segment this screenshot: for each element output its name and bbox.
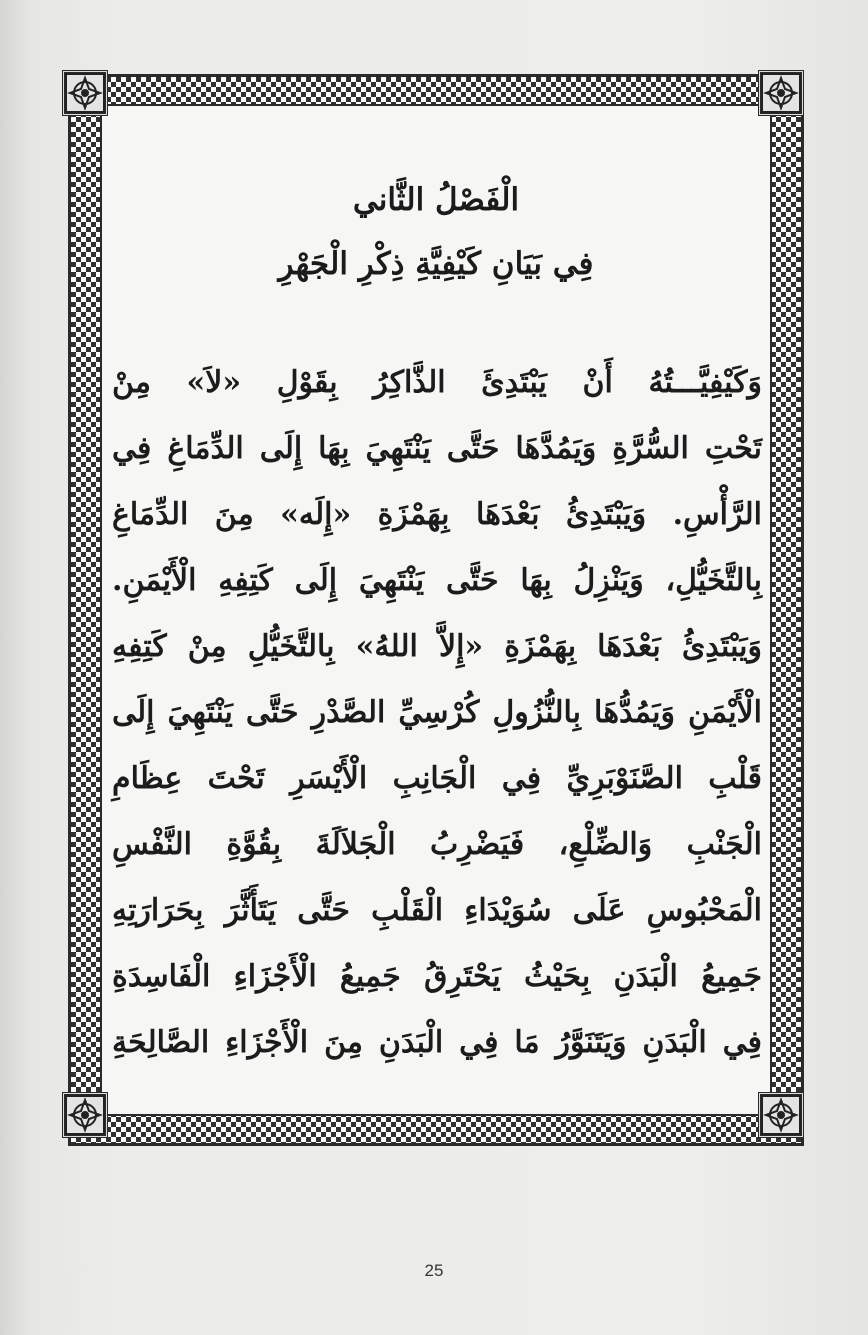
text-line: الرَّأْسِ. وَيَبْتَدِئُ بَعْدَهَا بِهَمْزَةِ «إِلَه» مِنَ الدِّمَاغِ bbox=[112, 497, 762, 532]
text-line: الْجَنْبِ وَالضِّلْعِ، فَيَضْرِبُ الْجَلاَلَةَ بِقُوَّةِ النَّفْسِ bbox=[112, 827, 762, 862]
chapter-title: الْفَصْلُ الثَّاني bbox=[352, 182, 520, 218]
chapter-subtitle: فِي بَيَانِ كَيْفِيَّةِ ذِكْرِ الْجَهْرِ bbox=[278, 246, 594, 282]
text-line: الْأَيْمَنِ وَيَمُدُّهَا بِالنُّزُولِ كُرْسِيِّ الصَّدْرِ حَتَّى يَنْتَهِيَ إِلَى bbox=[112, 695, 762, 730]
text-line: بِالتَّخَيُّلِ، وَيَنْزِلُ بِهَا حَتَّى يَنْتَهِيَ إِلَى كَتِفِهِ الْأَيْمَنِ. bbox=[112, 563, 762, 598]
text-line: قَلْبِ الصَّنَوْبَرِيِّ فِي الْجَانِبِ الْأَيْسَرِ تَحْتَ عِظَامِ bbox=[112, 761, 762, 796]
text-line: تَحْتِ السُّرَّةِ وَيَمُدَّهَا حَتَّى يَنْتَهِيَ بِهَا إِلَى الدِّمَاغِ فِي bbox=[112, 431, 762, 466]
text-line: وَيَبْتَدِئُ بَعْدَهَا بِهَمْزَةِ «إِلاَّ اللهُ» بِالتَّخَيُّلِ مِنْ كَتِفِهِ bbox=[112, 629, 762, 664]
text-line: الْمَحْبُوسِ عَلَى سُوَيْدَاءِ الْقَلْبِ حَتَّى يَتَأَثَّرَ بِحَرَارَتِهِ bbox=[112, 893, 762, 928]
text-line: وَكَيْفِيَّـــتُهُ أَنْ يَبْتَدِئَ الذَّاكِرُ بِقَوْلِ «لاَ» مِنْ bbox=[112, 365, 762, 400]
rosette-ornament-icon bbox=[758, 70, 804, 116]
body-paragraph bbox=[112, 350, 762, 1076]
page-number: 25 bbox=[424, 1261, 444, 1280]
rosette-ornament-icon bbox=[758, 1092, 804, 1138]
text-line: فِي الْبَدَنِ وَيَتَنَوَّرُ مَا فِي الْبَدَنِ مِنَ الْأَجْزَاءِ الصَّالِحَةِ bbox=[112, 1025, 762, 1060]
text-line: جَمِيعُ الْبَدَنِ بِحَيْثُ يَحْتَرِقُ جَمِيعُ الْأَجْزَاءِ الْفَاسِدَةِ bbox=[112, 959, 762, 994]
rosette-ornament-icon bbox=[62, 70, 108, 116]
rosette-ornament-icon bbox=[62, 1092, 108, 1138]
